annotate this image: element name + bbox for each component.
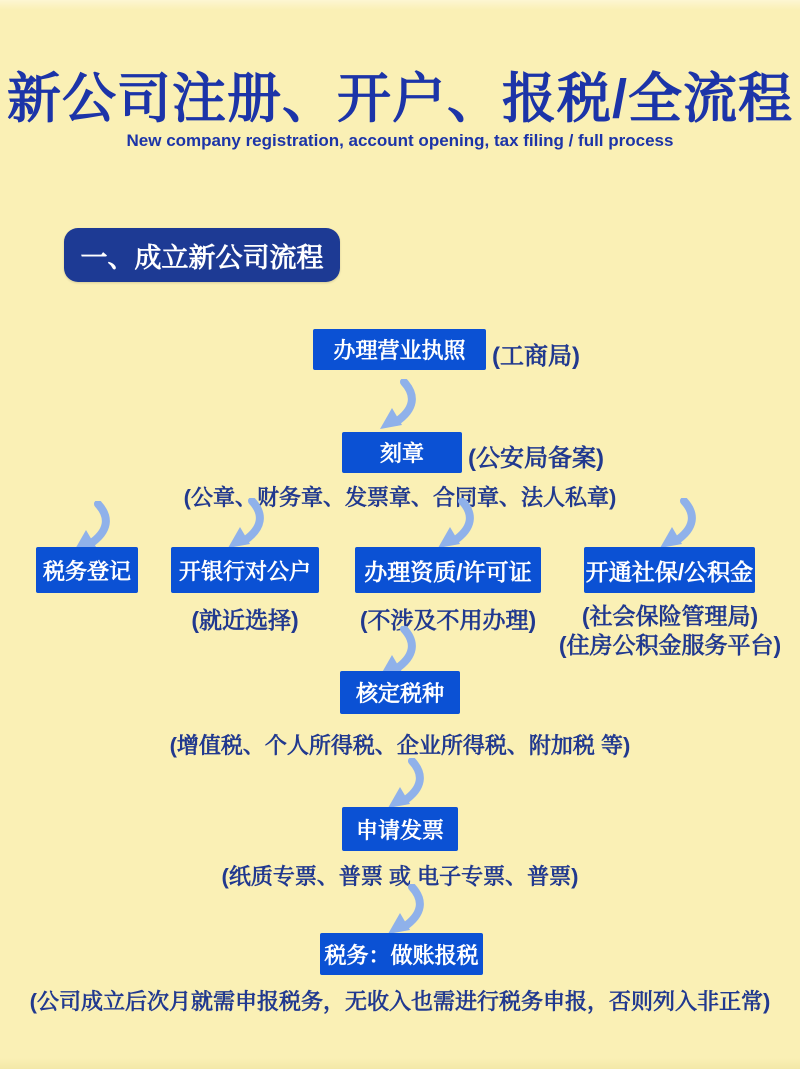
flow-node-bookkeeping-tax-filing: 税务：做账报税 [320,933,483,975]
flow-node-tax-type-verification: 核定税种 [340,671,460,714]
flow-node-qualification-permit: 办理资质/许可证 [355,547,541,593]
down-arrow-icon [366,379,418,431]
flow-node-business-license: 办理营业执照 [313,329,486,370]
caption-seal-types: (公章、财务章、发票章、合同章、法人私章) [183,485,617,510]
note-qualification-permit: (不涉及不用办理) [359,607,537,633]
caption-invoice-types: (纸质专票、普票 或 电子专票、普票) [221,864,579,889]
down-arrow-icon [424,498,476,550]
note-bank-account: (就近选择) [191,607,299,633]
down-arrow-icon [214,498,266,550]
down-arrow-icon [374,758,426,810]
section-header-label: 一、成立新公司流程 [80,242,324,273]
note-housing-fund-platform: (住房公积金服务平台) [558,632,782,658]
note-seal-carving: (公安局备案) [468,445,604,472]
page-title: 新公司注册、开户、报税/全流程 [6,69,793,129]
flow-node-tax-registration: 税务登记 [36,547,138,593]
flow-node-invoice-application: 申请发票 [342,807,458,851]
page-subtitle: New company registration, account opening, tax filing / full process [126,131,674,150]
note-social-insurance-bureau: (社会保险管理局) [581,603,759,629]
down-arrow-icon [646,498,698,550]
down-arrow-icon [374,884,426,936]
caption-tax-types: (增值税、个人所得税、企业所得税、附加税 等) [169,733,631,758]
flow-node-social-insurance: 开通社保/公积金 [584,547,755,593]
flow-node-seal-carving: 刻章 [342,432,462,473]
flow-node-bank-account: 开银行对公户 [171,547,319,593]
section-header [64,228,340,282]
note-business-license: (工商局) [492,343,580,370]
caption-filing-warning: (公司成立后次月就需申报税务，无收入也需进行税务申报，否则列入非正常) [29,989,771,1014]
down-arrow-icon [60,501,112,553]
